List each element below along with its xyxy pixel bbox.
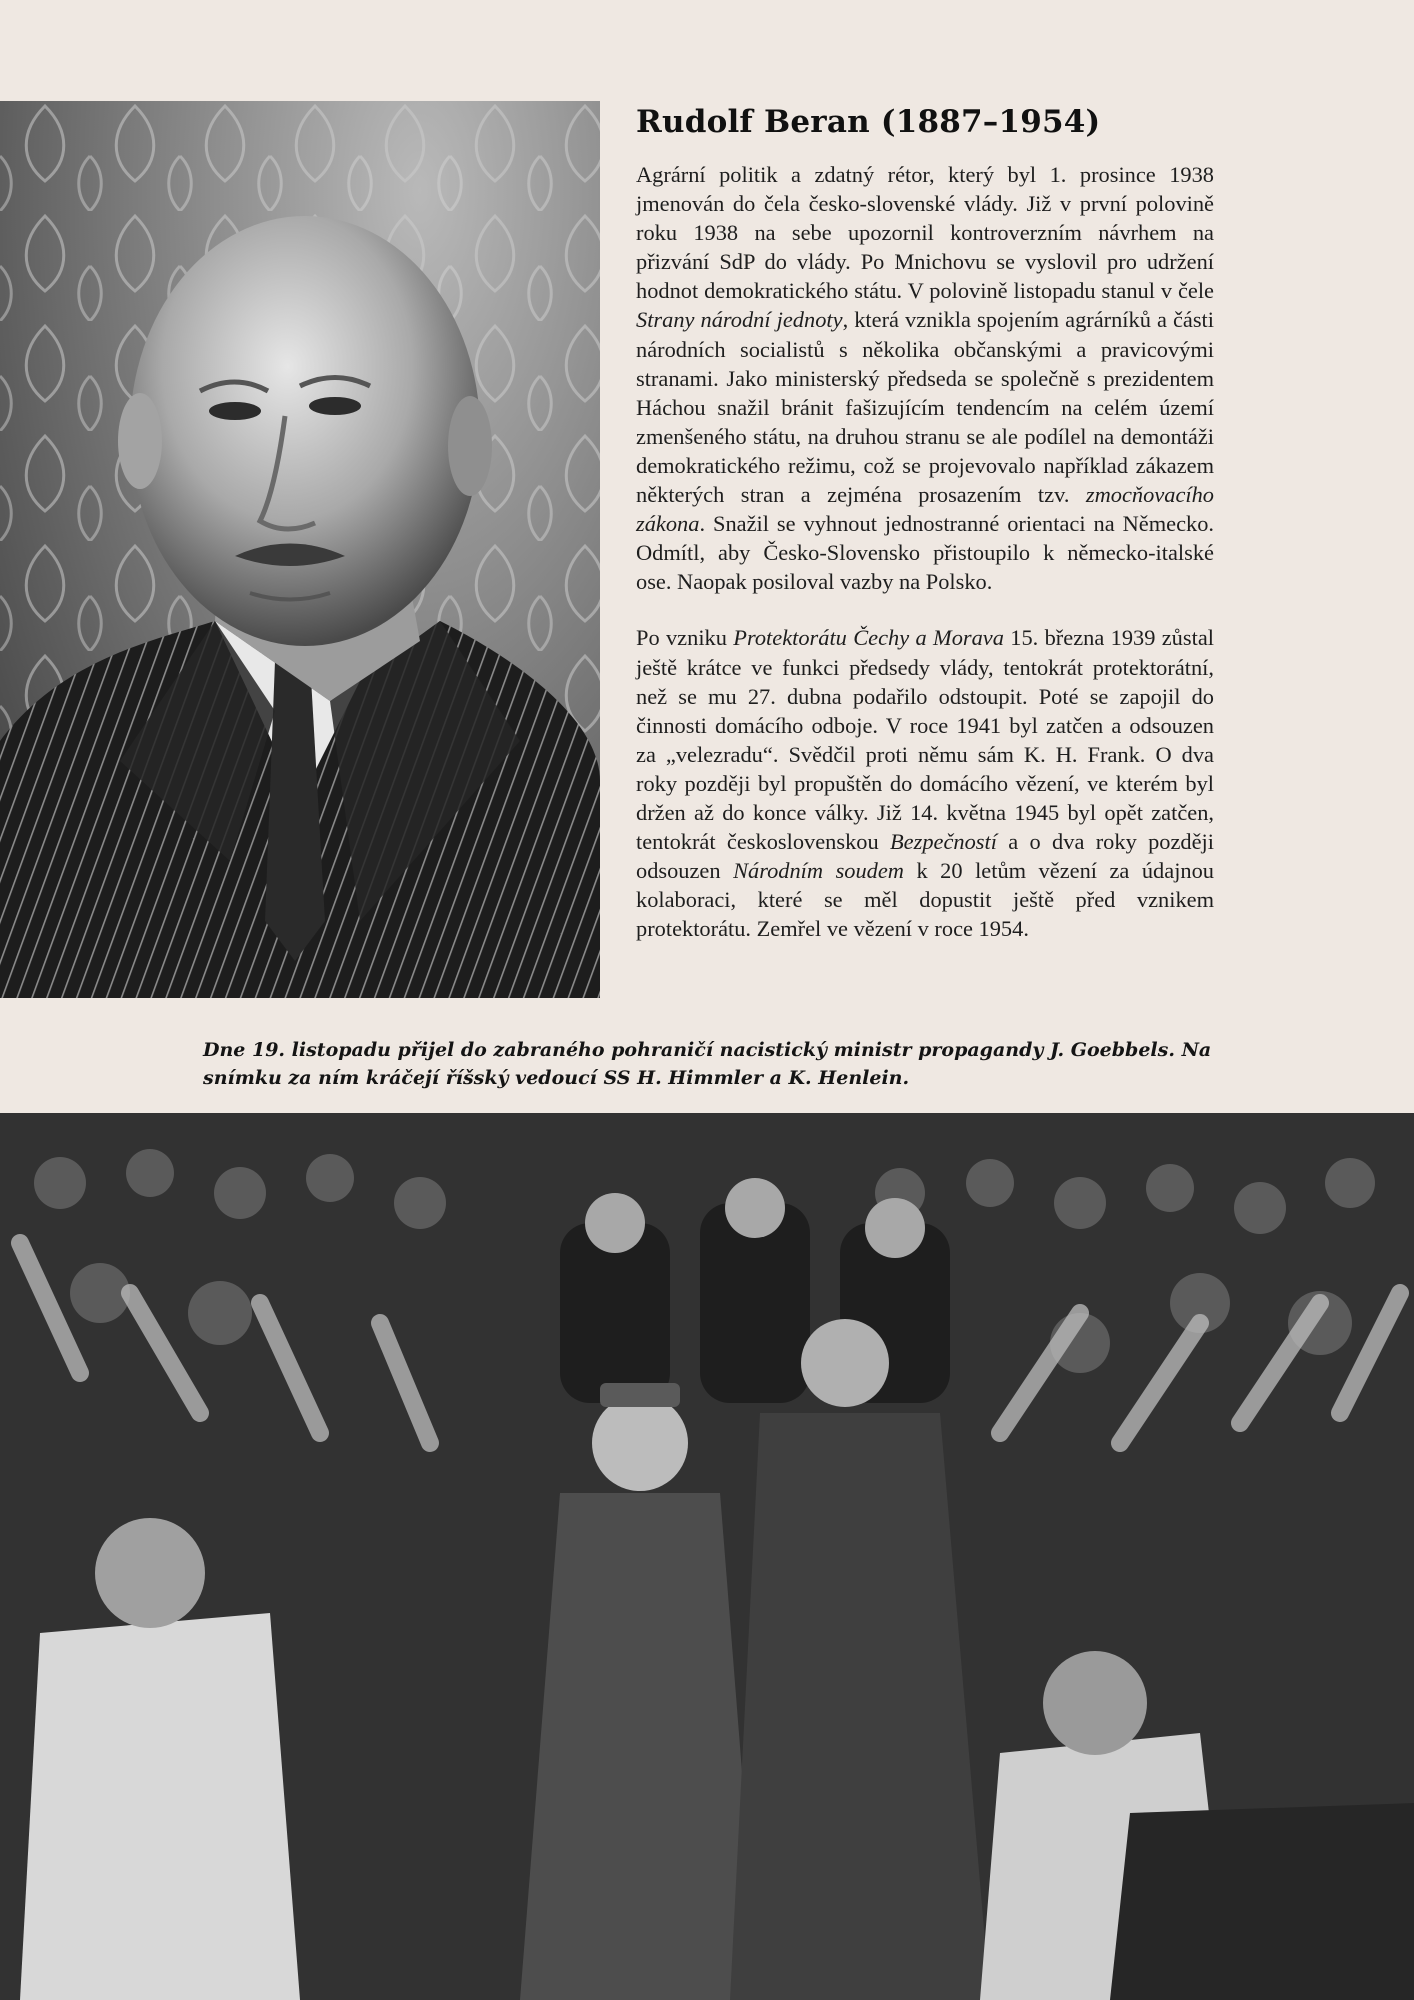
biography [636,104,1214,943]
photo-caption: Dne 19. listopadu přijel do zabraného pohraničí nacistický ministr propagandy J. Goebbels. Na snímku za ním kráčejí říšský vedoucí SS H. Himmler a K. Henlein. [203,1039,1212,1089]
bio-paragraph-1 [636,160,1214,596]
italic-term: zmocňovacího zákona [636,482,1214,537]
crowd-illustration [0,1113,1414,2000]
crowd-photo [0,1113,1414,2000]
text-segment: Po vzniku [636,625,734,651]
text-segment: Agrární politik a zdatný rétor, který byl 1. prosince 1938 jmenován do čela česko-slovenské vlády. Již v první polovině roku 1938 na sebe upozornil kontroverzním návrhem na přizvání SdP do vlády. Po Mnichovu se vyslovil pro udržení hodnot demokratického státu. V polovině listopadu stanul v čele [636,162,1214,304]
portrait-photo [0,101,600,998]
text-segment: k 20 letům vězení za údajnou kolaboraci, které se měl dopustit ještě před vznikem protektorátu. Zemřel ve vězení v roce 1954. [636,858,1214,942]
italic-term: Protektorátu Čechy a Morava [733,625,1004,651]
text-segment: a o dva roky později odsouzen [636,829,1214,884]
italic-term: Národním soudem [733,858,904,884]
italic-term: Bezpečností [889,829,997,855]
text-segment: , která vznikla spojením agrárníků a části národních socialistů s několika občanskými a pravicovými stranami. Jako ministerský předseda se společně s prezidentem Háchou snažil bránit fašizujícím tendencím na celém území zmenšeného státu, na druhou stranu se ale podílel na demontáži demokratického režimu, což se projevovalo například zákazem některých stran a zejména prosazením tzv. [636,307,1214,508]
portrait-illustration [0,101,600,998]
italic-term: Strany národní jednoty [636,307,843,333]
text-segment: 15. března 1939 zůstal ještě krátce ve funkci předsedy vlády, tentokrát protektorátní, než se mu 27. dubna podařilo odstoupit. Poté se zapojil do činnosti domácího odboje. V roce 1941 byl zatčen a odsouzen za „velezradu“. Svědčil proti němu sám K. H. Frank. O dva roky později byl propuštěn do domácího vězení, ve kterém byl držen až do konce války. Již 14. května 1945 byl opět zatčen, tentokrát československou [636,625,1214,855]
text-segment: . Snažil se vyhnout jednostranné orientaci na Německo. Odmítl, aby Česko-Slovensko přistoupilo k německo-italské ose. Naopak posiloval vazby na Polsko. [636,511,1214,595]
bio-paragraph-2 [636,623,1214,943]
bio-title: Rudolf Beran (1887–1954) [636,104,1101,140]
